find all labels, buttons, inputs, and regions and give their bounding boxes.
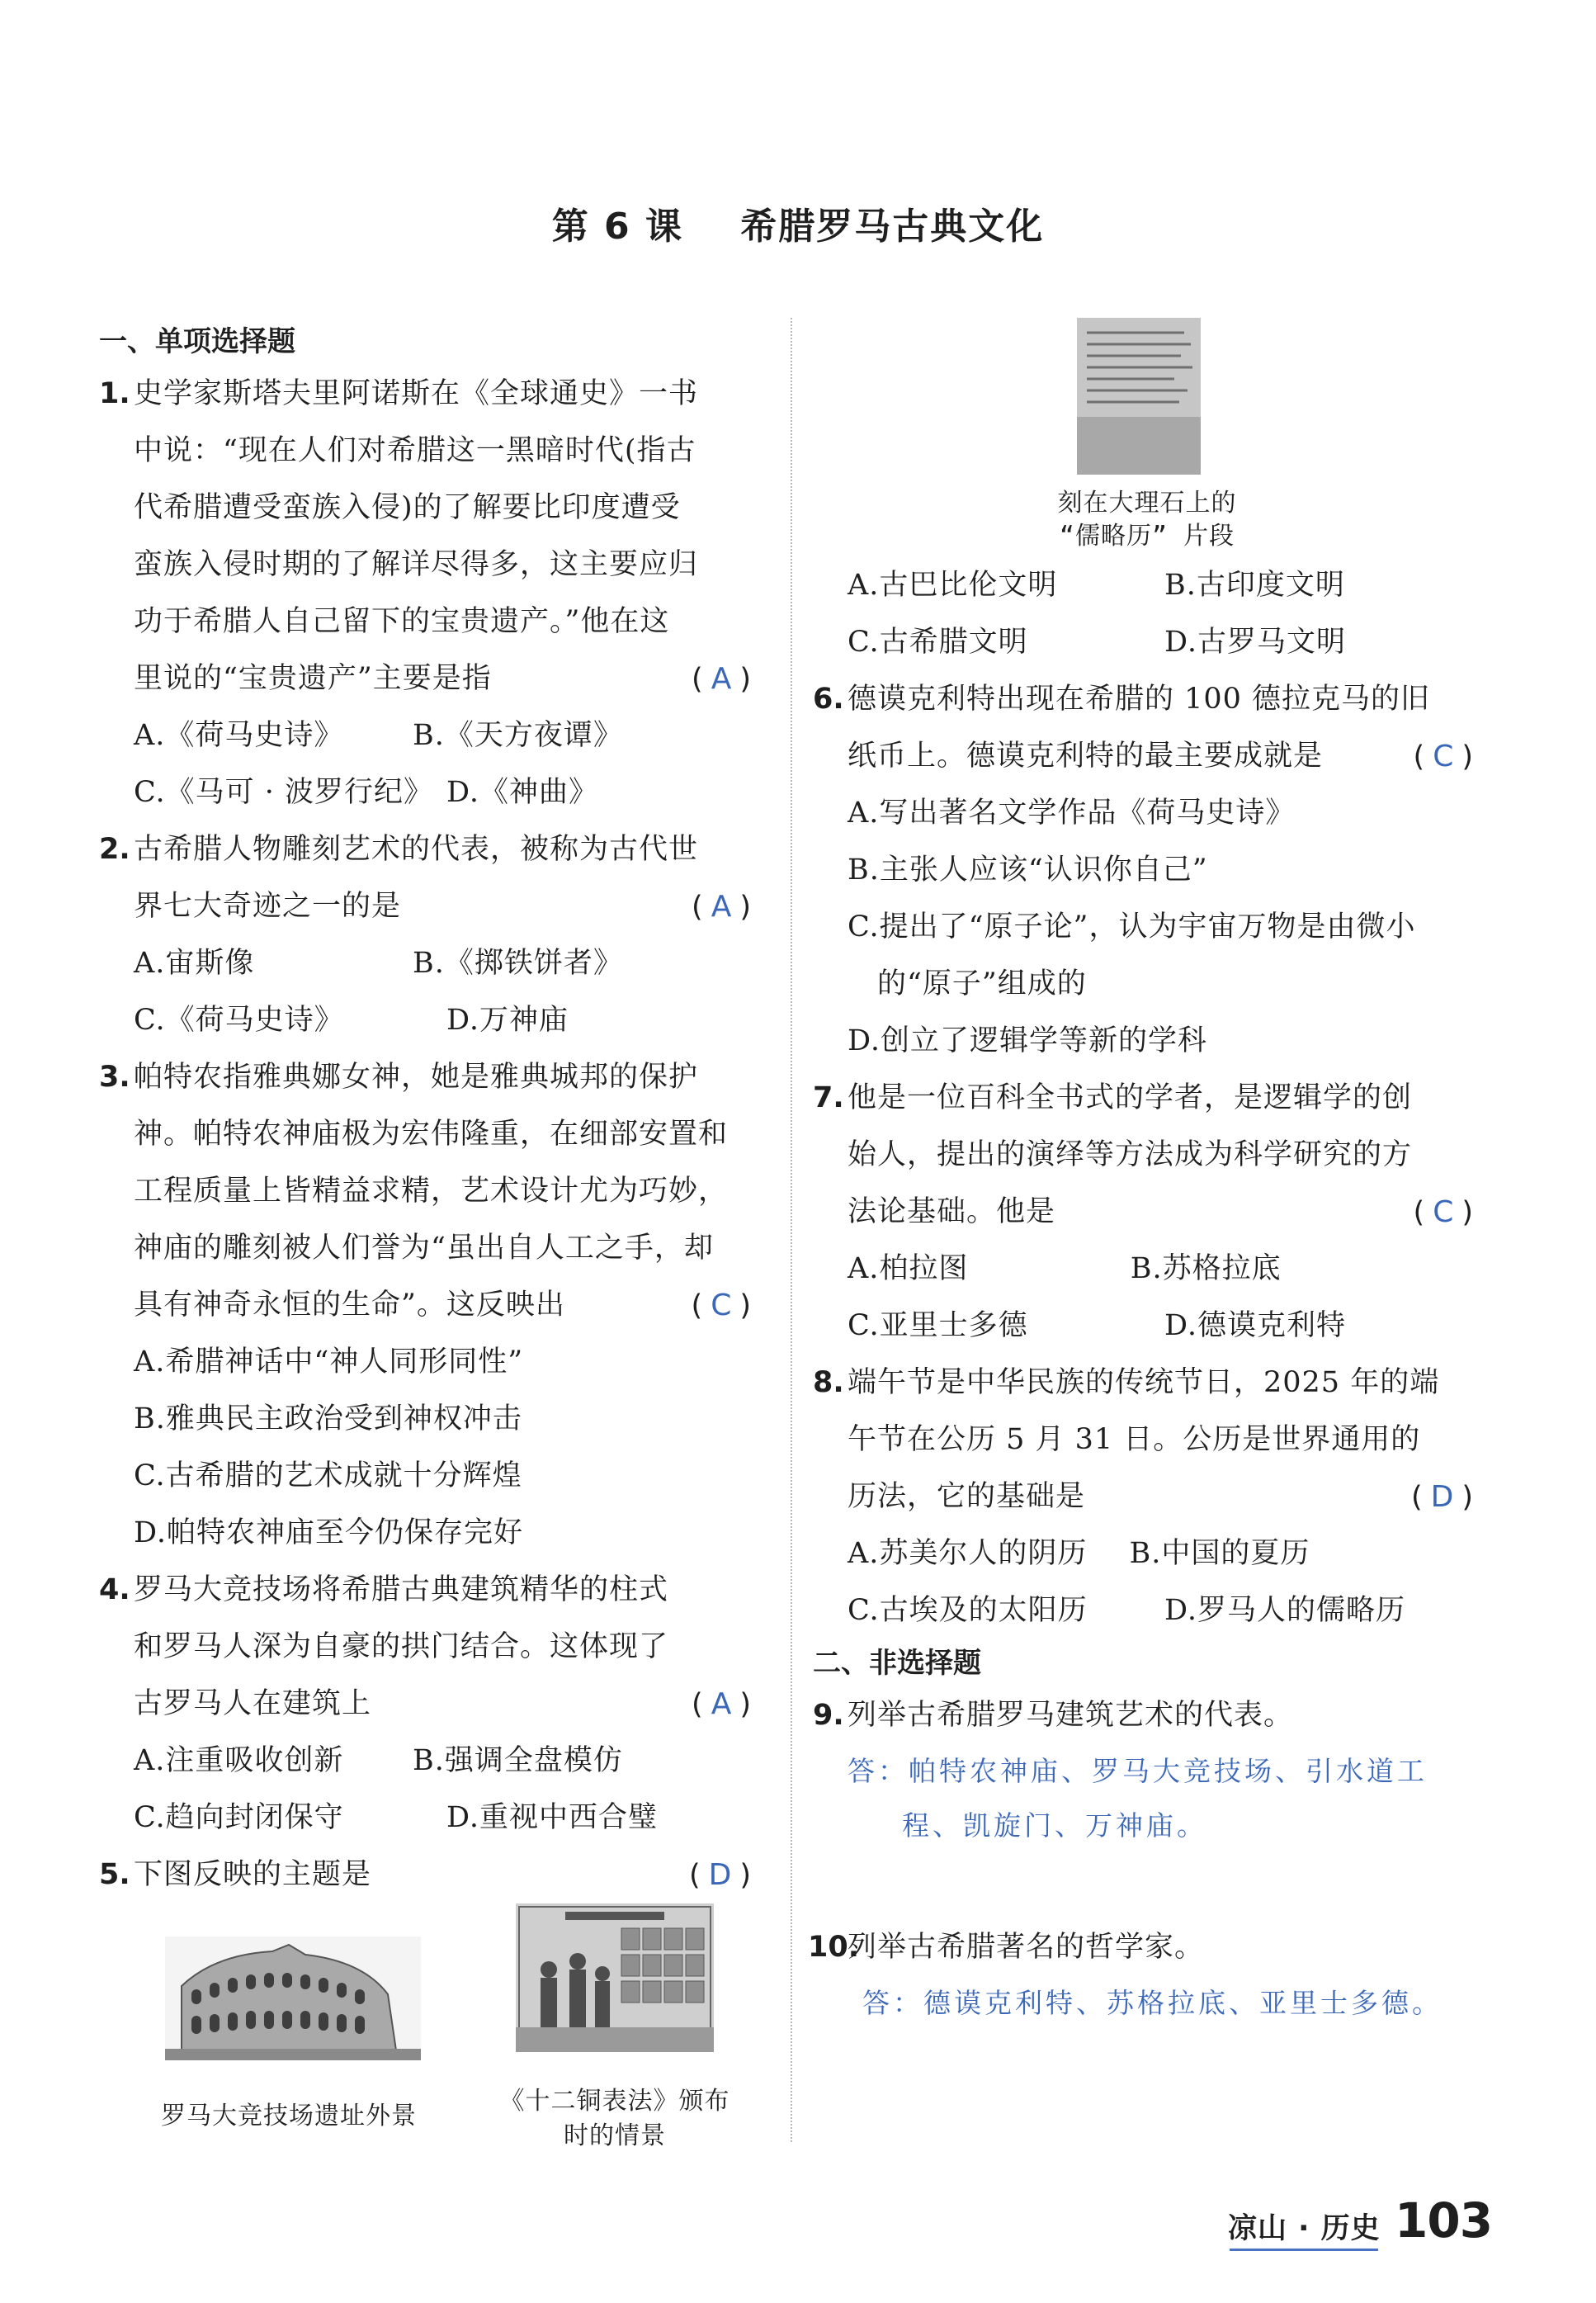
answer-letter: C — [1433, 740, 1462, 773]
option: D.万神庙 — [446, 1004, 569, 1037]
option: A.宙斯像 — [134, 947, 255, 980]
option: B.古印度文明 — [1164, 569, 1345, 602]
question-text: 下图反映的主题是 — [134, 1858, 372, 1891]
answer-text: 答：德谟克利特、苏格拉底、亚里士多德。 — [862, 1987, 1443, 2019]
option: D.古罗马文明 — [1164, 626, 1346, 659]
footer-underline — [1230, 2249, 1378, 2251]
question-6 — [813, 671, 1481, 1070]
answer-letter: A — [711, 662, 740, 696]
option: C.提出了“原子论”，认为宇宙万物是由微小 — [848, 910, 1416, 943]
option: B.《天方夜谭》 — [413, 719, 623, 752]
question-number: 5. — [99, 1858, 130, 1891]
question-text: 界七大奇迹之一的是 — [134, 890, 402, 923]
answer-bracket: (A) — [692, 662, 759, 696]
option: D.《神曲》 — [446, 776, 598, 809]
option: B.《掷铁饼者》 — [413, 947, 623, 980]
answer-letter: C — [1433, 1195, 1462, 1229]
answer-bracket: (C) — [1413, 1195, 1481, 1229]
question-2 — [99, 821, 759, 1049]
question-text: 古希腊人物雕刻艺术的代表，被称为古代世 — [134, 833, 699, 866]
question-9 — [813, 1687, 1481, 1853]
colosseum-image — [165, 1937, 421, 2060]
question-number: 7. — [813, 1081, 844, 1114]
answer-letter: D — [1430, 1480, 1462, 1514]
answer-bracket: (D) — [688, 1858, 759, 1892]
question-text: 神庙的雕刻被人们誉为“虽出自人工之手，却 — [134, 1232, 714, 1265]
question-8 — [813, 1355, 1481, 1639]
page-title: 第 6 课 希腊罗马古典文化 — [551, 206, 1045, 248]
option: A.《荷马史诗》 — [134, 719, 344, 752]
option: C.趋向封闭保守 — [134, 1801, 344, 1834]
answer-letter: A — [711, 1687, 740, 1721]
marble-caption-line1: 刻在大理石上的 — [1057, 489, 1237, 518]
question-text: 神。帕特农神庙极为宏伟隆重，在细部安置和 — [134, 1118, 729, 1151]
question-text: 功于希腊人自己留下的宝贵遗产。”他在这 — [134, 605, 670, 638]
colosseum-photo — [165, 1937, 421, 2060]
answer-letter: D — [708, 1858, 740, 1892]
question-text: 里说的“宝贵遗产”主要是指 — [134, 662, 492, 695]
option: A.柏拉图 — [848, 1252, 969, 1285]
answer-letter: C — [711, 1289, 740, 1322]
question-3 — [99, 1049, 759, 1562]
question-text: 午节在公历 5 月 31 日。公历是世界通用的 — [848, 1423, 1421, 1456]
question-text: 工程质量上皆精益求精，艺术设计尤为巧妙， — [134, 1175, 729, 1208]
option: D.重视中西合璧 — [446, 1801, 658, 1834]
answer-bracket: (C) — [691, 1289, 759, 1322]
option-continued: 的“原子”组成的 — [877, 967, 1087, 1000]
section-heading-choice: 一、单项选择题 — [99, 325, 295, 358]
footer-brand: 凉山 · 历史 — [1228, 2212, 1381, 2245]
question-text: 历法，它的基础是 — [848, 1480, 1086, 1513]
question-text: 史学家斯塔夫里阿诺斯在《全球通史》一书 — [134, 377, 699, 410]
question-number: 9. — [813, 1699, 844, 1732]
question-text: 他是一位百科全书式的学者，是逻辑学的创 — [848, 1081, 1413, 1114]
answer-letter: A — [711, 890, 740, 924]
left-column — [99, 318, 759, 2176]
answer-bracket: (C) — [1413, 740, 1481, 773]
answer-space — [813, 1853, 1481, 1919]
option: C.古埃及的太阳历 — [848, 1594, 1088, 1627]
question-text: 纸币上。德谟克利特的最主要成就是 — [848, 740, 1324, 773]
question-text: 德谟克利特出现在希腊的 100 德拉克马的旧 — [848, 683, 1431, 716]
question-5 — [99, 1847, 759, 2176]
option: B.强调全盘模仿 — [413, 1744, 623, 1777]
question-7 — [813, 1070, 1481, 1355]
option: B.中国的夏历 — [1129, 1537, 1310, 1570]
question-text: 帕特农指雅典娜女神，她是雅典城邦的保护 — [134, 1061, 699, 1094]
question-text: 始人，提出的演绎等方法成为科学研究的方 — [848, 1138, 1413, 1171]
question-number: 3. — [99, 1061, 130, 1094]
marble-caption-line2: “儒略历” 片段 — [1059, 522, 1235, 551]
question-5-options — [813, 557, 1481, 671]
question-text: 法论基础。他是 — [848, 1195, 1056, 1228]
answer-text: 答：帕特农神庙、罗马大竞技场、引水道工 — [848, 1755, 1428, 1787]
question-number: 1. — [99, 377, 130, 410]
question-text: 代希腊遭受蛮族入侵)的了解要比印度遭受 — [134, 491, 681, 524]
question-10 — [808, 1919, 1481, 2031]
question-text: 列举古希腊著名的哲学家。 — [848, 1931, 1205, 1964]
option: A.苏美尔人的阴历 — [848, 1537, 1088, 1570]
question-number: 6. — [813, 683, 844, 716]
right-column — [808, 318, 1481, 2031]
twelve-tables-image — [516, 1903, 714, 2052]
colosseum-caption: 罗马大竞技场遗址外景 — [161, 2102, 417, 2130]
option: C.《荷马史诗》 — [134, 1004, 344, 1037]
answer-bracket: (A) — [692, 1687, 759, 1721]
question-text: 列举古希腊罗马建筑艺术的代表。 — [848, 1699, 1294, 1732]
option: C.古希腊文明 — [848, 626, 1028, 659]
section-heading-open: 二、非选择题 — [813, 1647, 981, 1680]
twelve-tables-caption-line1: 《十二铜表法》颁布 — [499, 2087, 730, 2116]
question-1 — [99, 366, 759, 821]
answer-text-continued: 程、凯旋门、万神庙。 — [902, 1809, 1207, 1842]
answer-bracket: (A) — [692, 890, 759, 924]
column-divider — [791, 318, 792, 2142]
option: A.注重吸收创新 — [134, 1744, 344, 1777]
option: B.主张人应该“认识你自己” — [848, 854, 1208, 887]
question-text: 蛮族入侵时期的了解详尽得多，这主要应归 — [134, 548, 699, 581]
question-4 — [99, 1562, 759, 1847]
twelve-tables-photo — [516, 1903, 714, 2052]
option: A.希腊神话中“神人同形同性” — [134, 1345, 524, 1378]
option: A.古巴比伦文明 — [848, 569, 1058, 602]
option: A.写出著名文学作品《荷马史诗》 — [848, 797, 1296, 830]
option: B.苏格拉底 — [1130, 1252, 1282, 1285]
question-text: 古罗马人在建筑上 — [134, 1687, 372, 1720]
option: C.亚里士多德 — [848, 1309, 1028, 1342]
question-number: 2. — [99, 833, 130, 866]
question-text: 和罗马人深为自豪的拱门结合。这体现了 — [134, 1630, 669, 1663]
julian-calendar-figure — [813, 318, 1481, 557]
question-text: 具有神奇永恒的生命”。这反映出 — [134, 1289, 565, 1322]
question-number: 10. — [808, 1931, 860, 1964]
question-text: 罗马大竞技场将希腊古典建筑精华的柱式 — [134, 1573, 669, 1606]
figure-row — [99, 1903, 759, 2176]
option: D.帕特农神庙至今仍保存完好 — [134, 1516, 523, 1549]
question-number: 4. — [99, 1573, 130, 1606]
marble-tablet-image — [1077, 318, 1201, 475]
option: C.古希腊的艺术成就十分辉煌 — [134, 1459, 522, 1492]
option: C.《马可 · 波罗行纪》 — [134, 776, 434, 809]
option: B.雅典民主政治受到神权冲击 — [134, 1402, 522, 1435]
option: D.德谟克利特 — [1164, 1309, 1346, 1342]
twelve-tables-caption-line2: 时的情景 — [564, 2121, 666, 2150]
answer-bracket: (D) — [1410, 1480, 1481, 1514]
option: D.罗马人的儒略历 — [1164, 1594, 1405, 1627]
question-text: 中说：“现在人们对希腊这一黑暗时代(指古 — [134, 434, 696, 467]
page-number: 103 — [1395, 2192, 1493, 2249]
question-text: 端午节是中华民族的传统节日，2025 年的端 — [848, 1366, 1440, 1399]
option: D.创立了逻辑学等新的学科 — [848, 1024, 1207, 1057]
question-number: 8. — [813, 1366, 844, 1399]
